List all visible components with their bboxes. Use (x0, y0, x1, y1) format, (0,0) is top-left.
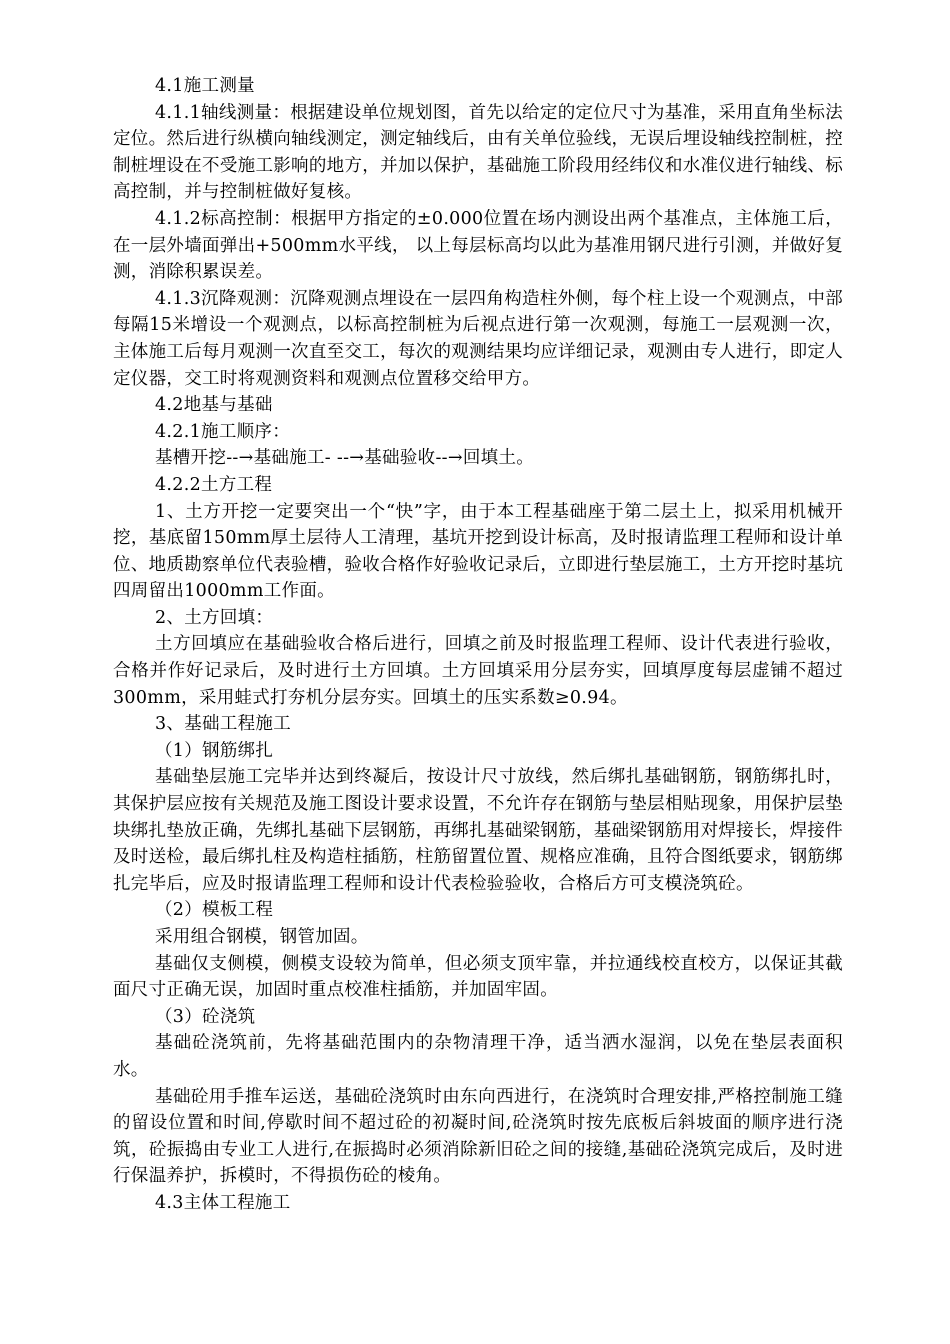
paragraph-formwork-1: 采用组合钢模，钢管加固。 (155, 927, 369, 947)
paragraph-axis-survey: 4.1.1轴线测量：根据建设单位规划图，首先以给定的定位尺寸为基准，采用直角坐标法定位。然后进行纵横向轴线测定，测定轴线后，由有关单位验线，无误后埋设轴线控制桩，控制桩埋设在不受施工影响的地方，并加以保护，基础施工阶段用经纬仪和水准仪进行轴线、标高控制，并与控制桩做好复核。 (113, 102, 843, 203)
heading-4-1: 4.1施工测量 (155, 76, 255, 96)
heading-rebar: （1）钢筋绑扎 (155, 740, 274, 761)
paragraph-settlement-observation: 4.1.3沉降观测：沉降观测点埋设在一层四角构造柱外侧，每个柱上设一个观测点，中部每隔15米增设一个观测点，以标高控制桩为后视点进行第一次观测，每施工一层观测一次，主体施工后每月观测一次直至交工，每次的观测结果均应详细记录，观测由专人进行，即定人定仪器，交工时将观测资料和观测点位置移交给甲方。 (113, 288, 843, 389)
heading-4-2: 4.2地基与基础 (155, 395, 273, 416)
heading-4-3: 4.3主体工程施工 (155, 1192, 291, 1213)
heading-concrete-pouring: （3）砼浇筑 (155, 1006, 256, 1027)
paragraph-concrete-2: 基础砼用手推车运送，基础砼浇筑时由东向西进行，在浇筑时合理安排,严格控制施工缝的留设位置和时间,停歇时间不超过砼的初凝时间,砼浇筑时按先底板后斜坡面的顺序进行浇筑，砼振捣由专业工人进行,在振捣时必须消除新旧砼之间的接缝,基础砼浇筑完成后，及时进行保温养护，拆模时，不得损伤砼的棱角。 (113, 1086, 843, 1187)
paragraph-concrete-1: 基础砼浇筑前，先将基础范围内的杂物清理干净，适当洒水湿润，以免在垫层表面积水。 (113, 1033, 843, 1080)
paragraph-elevation-control: 4.1.2标高控制：根据甲方指定的±0.000位置在场内测设出两个基准点，主体施工后，在一层外墙面弹出+500mm水平线， 以上每层标高均以此为基准用钢尺进行引测，并做好复测，消除积累误差。 (113, 208, 843, 283)
heading-foundation-works: 3、基础工程施工 (155, 714, 292, 735)
heading-backfill: 2、土方回填： (155, 607, 274, 628)
document-page (113, 73, 843, 1217)
heading-4-2-1: 4.2.1施工顺序： (155, 421, 291, 442)
paragraph-rebar: 基础垫层施工完毕并达到终凝后，按设计尺寸放线，然后绑扎基础钢筋，钢筋绑扎时，其保护层应按有关规范及施工图设计要求设置，不允许存在钢筋与垫层相贴现象，用保护层垫块绑扎垫放正确，先绑扎基础下层钢筋，再绑扎基础梁钢筋，基础梁钢筋用对焊接长，焊接件及时送检，最后绑扎柱及构造柱插筋，柱筋留置位置、规格应准确，且符合图纸要求，钢筋绑扎完毕后，应及时报请监理工程师和设计代表检验验收，合格后方可支模浇筑砼。 (113, 767, 843, 894)
heading-4-2-2: 4.2.2土方工程 (155, 474, 273, 495)
heading-formwork: （2）模板工程 (155, 900, 274, 921)
paragraph-construction-sequence: 基槽开挖--→基础施工- --→基础验收--→回填土。 (155, 448, 535, 469)
paragraph-backfill: 土方回填应在基础验收合格后进行，回填之前及时报监理工程师、设计代表进行验收，合格并作好记录后，及时进行土方回填。土方回填采用分层夯实，回填厚度每层虚铺不超过300mm，采用蛙式打夯机分层夯实。回填土的压实系数≥0.94。 (113, 634, 843, 708)
paragraph-formwork-2: 基础仅支侧模，侧模支设较为简单，但必须支顶牢靠，并拉通线校直校方，以保证其截面尺寸正确无误，加固时重点校准柱插筋，并加固牢固。 (113, 953, 843, 1001)
paragraph-excavation: 1、土方开挖一定要突出一个“快”字，由于本工程基础座于第二层土上，拟采用机械开挖，基底留150mm厚土层待人工清理，基坑开挖到设计标高，及时报请监理工程师和设计单位、地质勘察单位代表验槽，验收合格作好验收记录后，立即进行垫层施工，土方开挖时基坑四周留出1000mm工作面。 (113, 501, 843, 602)
